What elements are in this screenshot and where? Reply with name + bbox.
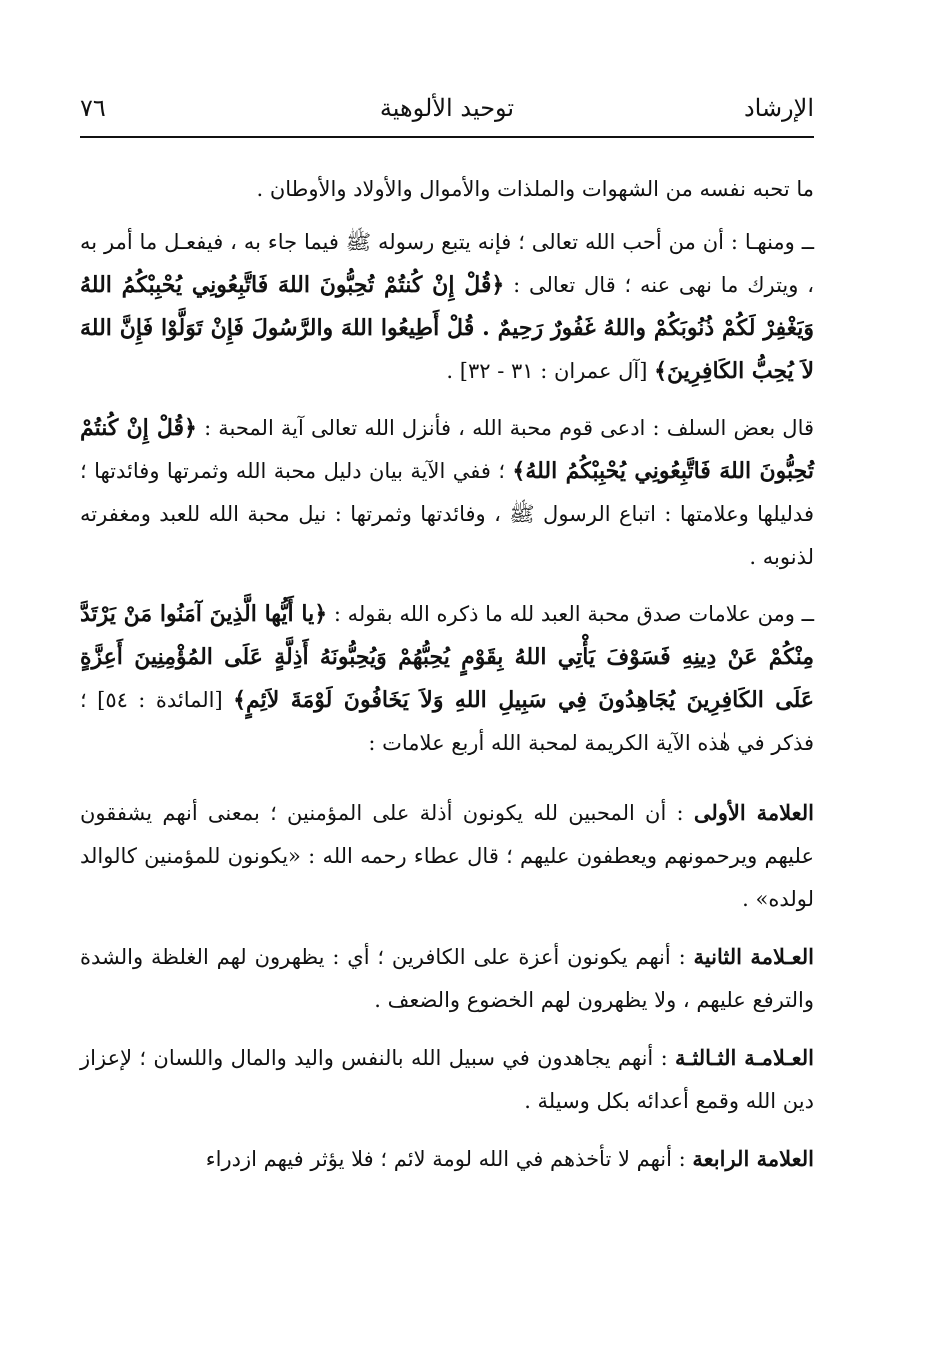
page-body (80, 168, 814, 1181)
paragraph-sign-1 (80, 791, 814, 921)
text-span: ؛ ففي الآية بيان دليل محبة الله وثمرتها وفائدتها ؛ فدليلها وعلامتها : اتباع الرسول ﷺ ، وفائدتها وثمرتها : نيل محبة الله للعبد ومغفرته لذنوبه . (80, 459, 814, 569)
text-span: : أنهم يكونون أعزة على الكافرين ؛ أي : يظهرون لهم الغلظة والشدة والترفع عليهم ، ولا يظهرون لهم الخضوع والضعف . (80, 945, 814, 1012)
paragraph-sign-3 (80, 1036, 814, 1123)
page-number: ٧٦ (80, 94, 106, 122)
text-span: : أن المحبين لله يكونون أذلة على المؤمنين ؛ بمعنى أنهم يشفقون عليهم ويرحمونهم ويعطفون عليهم ؛ قال عطاء رحمه الله : «يكونون للمؤمنين كالوالد لولده» . (80, 801, 814, 911)
verse-reference: [آل عمران : ٣١ - ٣٢] . (446, 359, 655, 383)
sign-label: العـلامة الثانية (693, 944, 814, 969)
section-title: الإرشاد (743, 94, 814, 122)
paragraph-3 (80, 407, 814, 579)
quran-verse: ﴿قُلْ إِنْ كُنتُمْ تُحِبُّونَ اللهَ فَاتَّبِعُونِي يُحْبِبْكُمُ اللهُ وَيَغْفِرْ لَكُمْ ذُنُوبَكُمْ واللهُ غَفُورٌ رَحِيمٌ . قُلْ أَطِيعُوا اللهَ والرَّسُولَ فَإِنْ تَوَلَّوْا فَإِنَّ اللهَ لاَ يُحِبُّ الكَافِرِينَ﴾ (80, 272, 814, 384)
running-title: توحيد الألوهية (379, 94, 515, 122)
header-rule (80, 136, 814, 138)
text-span: قال بعض السلف : ادعى قوم محبة الله ، فأنزل الله تعالى آية المحبة : (196, 416, 814, 440)
quran-verse: ﴿يا أَيُّها الَّذِينَ آمَنُوا مَنْ يَرْتَدَّ مِنْكُمْ عَنْ دِينِهِ فَسَوْفَ يَأْتِي اللهُ بِقَوْمٍ يُحِبُّهُمْ وَيُحِبُّونَهُ أَذِلَّةٍ عَلَى المُؤْمِنِينَ أَعِزَّةٍ عَلَى الكَافِرِينَ يُجَاهِدُونَ فِي سَبِيلِ اللهِ وَلاَ يَخَافُونَ لَوْمَةَ لاَئِمٍ﴾ (80, 601, 815, 713)
text-span: ــ ومنهـا : أن من أحب الله تعالى ؛ فإنه يتبع رسوله ﷺ فيما جاء به ، فيفعـل ما أمر به ، ويترك ما نهى عنه ؛ قال تعالى : (80, 230, 814, 297)
text-span: : أنهم لا تأخذهم في الله لومة لائم ؛ فلا يؤثر فيهم ازدراء (205, 1147, 693, 1171)
sign-label: العلامة الأولى (693, 800, 814, 825)
text-span: ما تحبه نفسه من الشهوات والملذات والأموال والأولاد والأوطان . (256, 177, 814, 201)
paragraph-1 (80, 168, 814, 211)
paragraph-2 (80, 221, 814, 393)
book-page (80, 88, 814, 1195)
page-header (80, 88, 814, 134)
quran-verse: ﴿قُلْ إِنْ كُنتُمْ تُحِبُّونَ اللهَ فَاتَّبِعُونِي يُحْبِبْكُمُ اللهُ﴾ (80, 415, 814, 484)
paragraph-4 (80, 593, 814, 765)
verse-reference: [المائدة : ٥٤] ؛ فذكر في هٰذه الآية الكريمة لمحبة الله أربع علامات : (80, 688, 814, 755)
paragraph-sign-4 (80, 1137, 814, 1181)
text-span: ــ ومن علامات صدق محبة العبد لله ما ذكره الله بقوله : (327, 602, 814, 626)
sign-label: العلامة الرابعة (692, 1146, 814, 1171)
sign-label: العـلامـة الثـالثـة (675, 1045, 814, 1070)
text-span: : أنهم يجاهدون في سبيل الله بالنفس واليد والمال واللسان ؛ لإعزاز دين الله وقمع أعدائه بكل وسيلة . (80, 1046, 814, 1113)
paragraph-sign-2 (80, 935, 814, 1022)
